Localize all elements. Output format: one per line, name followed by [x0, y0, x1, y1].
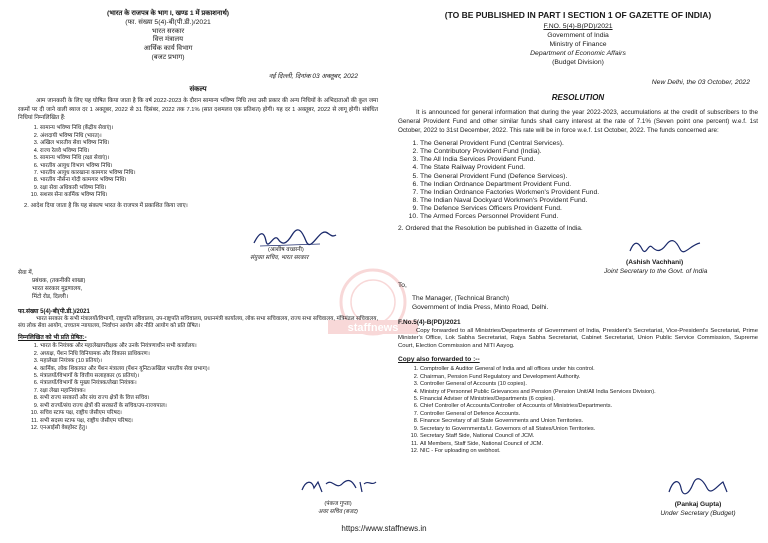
list-item: 10. Secretary Staff Side, National Council of JCM.	[420, 433, 758, 440]
english-paragraph: It is announced for general information that during the year 2022-2023, accumulations at the credit of subscribers to the General Provident Fund and other similar funds shall carry interest at the rate of 7.1% (Seven point one percent) w.e.f. 1st October, 2022 to 31st December, 2022. This rate will be in force w.e.f. 1st October, 2022. The funds concerned are:	[398, 108, 758, 134]
list-item: 7. Controller General of Defence Accounts.	[420, 411, 758, 418]
list-item: 10. सशस्त्र सेना कार्मिक भविष्य निधि।	[40, 192, 378, 199]
list-item: 1. The General Provident Fund (Central Services).	[420, 140, 758, 148]
english-copy-title: Copy also forwarded to :--	[398, 356, 480, 364]
hindi-title: संकल्प	[189, 85, 207, 93]
footer-url[interactable]: https://www.staffnews.in	[341, 524, 427, 533]
list-item: 5. Financial Adviser of Ministries/Departments (6 copies).	[420, 396, 758, 403]
hindi-header-line: (भारत के राजपत्र के भाग I, खण्ड 1 में प्रकाशनार्थ)	[106, 10, 230, 17]
list-item: 12. NIC - For uploading on webhost.	[420, 448, 758, 455]
list-item: 7. The Indian Ordnance Factories Workmen's Provident Fund.	[420, 189, 758, 197]
english-copy-list	[398, 366, 758, 455]
list-item: 4. Ministry of Personnel Public Grievances and Pension (Pension Unit/All India Services Division).	[420, 389, 758, 396]
list-item: 10. सचिव स्टाफ पक्ष, राष्ट्रीय जेसीएम परिषद।	[40, 410, 378, 417]
english-signer-title: Joint Secretary to the Govt. of India	[604, 268, 708, 276]
hindi-copy-paragraph: भारत सरकार के सभी मंत्रालयों/विभागों, राष्ट्रपति सचिवालय, उप-राष्ट्रपति सचिवालय, प्रधानमंत्री कार्यालय, लोक सभा सचिवालय, राज्य सभा सचिवालय, मंत्रिमंडल सचिवालय, संघ लोक सेवा आयोग, उच्चतम न्यायालय, निर्वाचन आयोग और नीति आयोग को प्रति प्रेषित।	[18, 315, 378, 330]
english-header-line: Government of India	[547, 32, 609, 40]
hindi-to-line: भारत सरकार मुद्रणालय,	[32, 285, 83, 292]
list-item: 1. भारत के नियंत्रक और महालेखापरीक्षक और उनके नियंत्रणाधीन सभी कार्यालय।	[40, 343, 378, 350]
english-header-line: F.NO. 5(4)-B(PD)/2021	[543, 23, 613, 31]
list-item: 12. एनआईसी वेबहोस्ट हेतु।	[40, 425, 378, 432]
english-copy-paragraph: Copy forwarded to all Ministries/Departments of Government of India, President's Secretariat, Vice-President's Secretariat, Prime Minister's Office, Lok Sabha Secretariat, Rajya Sabha Secretariat, Cabinet Secretariat, Union Public Service Commission, Supreme Court, Election Commission and NITI Aayog.	[398, 327, 758, 350]
hindi-signature2-block	[293, 476, 383, 517]
english-to-block	[398, 282, 758, 313]
english-signer-name: (Ashish Vachhani)	[626, 259, 684, 267]
list-item: 11. सभी सदस्य स्टाफ पक्ष, राष्ट्रीय जेसीएम परिषद।	[40, 418, 378, 425]
list-item: 2. अंशदायी भविष्य निधि (भारत)।	[40, 133, 378, 140]
hindi-signer-name: (आशीष वच्छानी)	[268, 246, 304, 253]
list-item: 11. All Members, Staff Side, National Council of JCM.	[420, 441, 758, 448]
hindi-fund-list	[18, 125, 378, 199]
list-item: 4. कार्मिक, लोक शिकायत और पेंशन मंत्रालय (पेंशन यूनिट/अखिल भारतीय सेवा प्रभाग)।	[40, 366, 378, 373]
list-item: 9. सभी राज्यों/संघ राज्य क्षेत्रों की सरकारों के सचिव/उप-राज्यपाल।	[40, 403, 378, 410]
watermark-text: staffnews	[347, 322, 399, 334]
list-item: 9. Secretary to Governments/Lt. Governors of all States/Union Territories.	[420, 426, 758, 433]
hindi-to-line: सेवा में,	[18, 270, 34, 277]
hindi-signer-title: संयुक्त सचिव, भारत सरकार	[250, 254, 309, 261]
list-item: 8. भारतीय नौसेना गोदी कामगार भविष्य निधि।	[40, 177, 378, 184]
english-signer2-name: (Pankaj Gupta)	[674, 501, 722, 509]
english-header	[398, 23, 758, 67]
signature-image	[626, 237, 706, 257]
english-order: 2. Ordered that the Resolution be published in Gazette of India.	[398, 224, 583, 232]
hindi-copy-list	[18, 343, 378, 432]
hindi-header-line: (बजट प्रभाग)	[151, 54, 185, 62]
hindi-signer2-title: अवर सचिव (बजट)	[318, 508, 358, 515]
list-item: 8. Finance Secretary of all State Governments and Union Territories.	[420, 418, 758, 425]
list-item: 4. The State Railway Provident Fund.	[420, 164, 758, 172]
english-column	[398, 0, 758, 517]
hindi-to-block	[18, 270, 378, 301]
hindi-to-line: मिंटो रोड, दिल्ली।	[32, 293, 69, 300]
list-item: 1. सामान्य भविष्य निधि (केंद्रीय सेवाएं)।	[40, 125, 378, 132]
list-item: 2. The Contributory Provident Fund (India).	[420, 148, 758, 156]
list-item: 5. सामान्य भविष्य निधि (रक्षा सेवाएं)।	[40, 155, 378, 162]
signature-image	[663, 476, 733, 498]
list-item: 3. The All India Services Provident Fund.	[420, 156, 758, 164]
list-item: 3. महालेखा नियंत्रक (10 प्रतियां)।	[40, 358, 378, 365]
list-item: 6. मंत्रालयों/विभागों के मुख्य नियंत्रक/लेखा नियंत्रक।	[40, 380, 378, 387]
hindi-header-line: (फा. संख्या 5(4)-बी(पी.डी.)/2021	[125, 18, 211, 26]
list-item: 9. The Defence Services Officers Provident Fund.	[420, 205, 758, 213]
hindi-file-number: फा.संख्या 5(4)-बी(पी.डी.)/2021	[18, 308, 90, 315]
hindi-header-line: भारत सरकार	[151, 27, 185, 35]
signature-image	[298, 476, 378, 498]
list-item: 7. भारतीय आयुध कारखाना कामगार भविष्य निधि।	[40, 170, 378, 177]
english-header-line: Department of Economic Affairs	[530, 49, 626, 57]
list-item: 6. Chief Controller of Accounts/Controller of Accounts of Ministries/Departments.	[420, 403, 758, 410]
list-item: 5. The General Provident Fund (Defence Services).	[420, 173, 758, 181]
english-signature-block	[398, 237, 758, 259]
list-item: 2. Chairman, Pension Fund Regulatory and Development Authority.	[420, 374, 758, 381]
english-to-line: Government of India Press, Minto Road, Delhi.	[412, 303, 549, 311]
list-item: 7. रक्षा लेखा महानियंत्रक।	[40, 388, 378, 395]
list-item: 5. मंत्रालयों/विभागों के वित्तीय सलाहकार (6 प्रतियां)।	[40, 373, 378, 380]
list-item: 4. राज्य रेलवे भविष्य निधि।	[40, 148, 378, 155]
english-header-main: (TO BE PUBLISHED IN PART I SECTION 1 OF GAZETTE OF INDIA)	[444, 10, 712, 20]
hindi-signature-block	[18, 227, 378, 255]
english-date: New Delhi, the 03 October, 2022	[651, 78, 750, 86]
hindi-to-line: प्रबंधक, (तकनीकी शाखा)	[32, 278, 86, 285]
list-item: 8. The Indian Naval Dockyard Workmen's Provident Fund.	[420, 197, 758, 205]
hindi-order: 2. आदेश दिया जाता है कि यह संकल्प भारत के राजपत्र में प्रकाशित किया जाए।	[24, 202, 188, 209]
hindi-paragraph: आम जानकारी के लिए यह घोषित किया जाता है कि वर्ष 2022-2023 के दौरान सामान्य भविष्य निधि तथा उसी प्रकार की अन्य निधियों के अभिदाताओं की कुल जमा रकमों पर दी जाने वाली ब्याज दर 1 अक्तूबर, 2022 से 31 दिसंबर, 2022 तक 7.1% (सात दशमलव एक प्रतिशत) होगी। यह दर 1 अक्तूबर, 2022 से लागू होगी। संबंधित निधियां निम्नलिखित हैं:	[18, 98, 378, 121]
english-header-line: Ministry of Finance	[549, 41, 607, 49]
english-to-line: The Manager, (Technical Branch)	[412, 295, 510, 303]
list-item: 1. Comptroller & Auditor General of India and all offices under his control.	[420, 366, 758, 373]
english-signature2-block	[643, 476, 753, 519]
hindi-header	[58, 10, 278, 63]
english-signer2-title: Under Secretary (Budget)	[660, 509, 736, 517]
list-item: 9. रक्षा सेवा अधिकारी भविष्य निधि।	[40, 185, 378, 192]
list-item: 8. सभी राज्य सरकारों और संघ राज्य क्षेत्रों के वित्त सचिव।	[40, 395, 378, 402]
list-item: 3. Controller General of Accounts (10 copies).	[420, 381, 758, 388]
list-item: 6. The Indian Ordnance Department Provident Fund.	[420, 181, 758, 189]
hindi-date: नई दिल्ली, दिनांक 03 अक्तूबर, 2022	[268, 72, 358, 80]
hindi-header-line: वित्त मंत्रालय	[152, 36, 184, 44]
english-fund-list	[398, 140, 758, 222]
signature-image	[250, 227, 340, 249]
list-item: 10. The Armed Forces Personnel Provident Fund.	[420, 213, 758, 221]
hindi-column	[18, 0, 378, 515]
list-item: 2. अध्यक्ष, पेंशन निधि विनियामक और विकास प्राधिकरण।	[40, 351, 378, 358]
english-file-number: F.No.5(4)-B(PD)/2021	[398, 318, 461, 326]
hindi-copy-title: निम्नलिखित को भी प्रति प्रेषित:-	[18, 335, 87, 342]
hindi-signer2-name: (पंकज गुप्ता)	[324, 501, 352, 508]
english-to-label: To,	[398, 282, 407, 290]
english-header-line: (Budget Division)	[552, 58, 604, 66]
list-item: 3. अखिल भारतीय सेवा भविष्य निधि।	[40, 140, 378, 147]
hindi-header-line: आर्थिक कार्य विभाग	[143, 45, 193, 53]
english-title: RESOLUTION	[551, 92, 605, 102]
list-item: 6. भारतीय आयुध विभाग भविष्य निधि।	[40, 163, 378, 170]
